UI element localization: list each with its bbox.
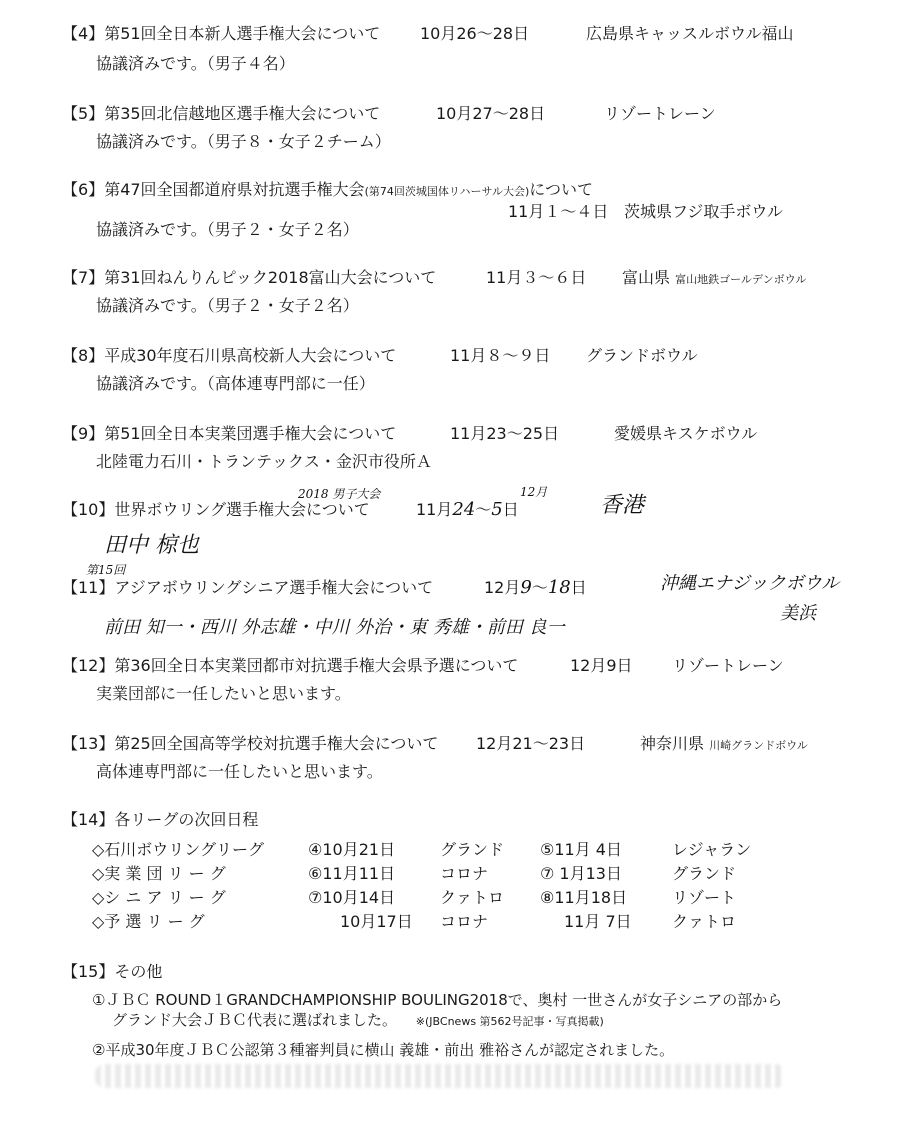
item-10-handwritten-venue: 香港 (600, 493, 645, 518)
item-12-note: 実業団部に一任したいと思います。 (96, 684, 351, 703)
handwritten-start-day: 24 (452, 499, 476, 520)
venue-name-small: 川崎グランドボウル (709, 739, 808, 752)
league-following-date: ⑧11月18日 (540, 888, 628, 907)
item-10-date (416, 500, 519, 520)
league-next-venue: コロナ (440, 864, 489, 883)
item-8-heading (62, 346, 396, 366)
league-following-date: ⑤11月 4日 (540, 840, 622, 859)
item-15-heading (62, 962, 162, 982)
item-9-note: 北陸電力石川・トランテックス・金沢市役所Ａ (96, 452, 432, 471)
handwritten-end-day: 18 (547, 577, 571, 598)
item-10-handwritten-event: 2018 男子大会 (298, 487, 381, 501)
item-12-date: 12月9日 (570, 656, 633, 675)
date-month: 11月 (416, 500, 453, 519)
item-6-note: 協議済みです。（男子２・女子２名） (96, 220, 359, 239)
item-11-heading (62, 578, 433, 598)
item-title-subtitle: (第74回茨城国体リハーサル大会) (364, 185, 530, 198)
item-number: 【5】 (62, 104, 105, 123)
league-next-venue: クァトロ (440, 888, 505, 907)
item-number: 【15】 (62, 962, 115, 981)
item-5-note: 協議済みです。（男子８・女子２チーム） (96, 132, 391, 151)
item-10-heading (62, 500, 370, 520)
league-following-venue: リゾート (672, 888, 737, 907)
item-5-venue: リゾートレーン (604, 104, 716, 123)
item-number: 【4】 (62, 24, 105, 43)
item-title: 第51回全日本実業団選手権大会について (104, 424, 397, 443)
item-4-date: 10月26～28日 (420, 24, 530, 43)
item-10-handwritten-player: 田中 椋也 (104, 533, 199, 558)
item-5-heading (62, 104, 380, 124)
date-separator: ～ (531, 578, 548, 597)
date-suffix: 日 (570, 578, 587, 597)
league-next-date: 10月17日 (340, 912, 413, 931)
item-14-heading (62, 810, 258, 830)
item-number: 【6】 (62, 180, 105, 199)
item-8-date: 11月８～９日 (450, 346, 551, 365)
item-number: 【12】 (62, 656, 115, 675)
league-following-venue: グランド (672, 864, 737, 883)
item-title: アジアボウリングシニア選手権大会について (114, 578, 434, 597)
league-following-date: 11月 7日 (564, 912, 632, 931)
item-8-venue: グランドボウル (586, 346, 698, 365)
league-following-venue: レジャラン (672, 840, 752, 859)
other-note-1-continued (112, 1010, 604, 1032)
date-month: 12月 (484, 578, 521, 597)
item-5-date: 10月27～28日 (436, 104, 546, 123)
handwritten-start-day: 9 (520, 577, 532, 598)
item-number: 【8】 (62, 346, 105, 365)
item-7-note: 協議済みです。（男子２・女子２名） (96, 296, 359, 315)
item-number: 【9】 (62, 424, 105, 443)
item-title: 各リーグの次回日程 (114, 810, 259, 829)
league-next-date: ⑥11月11日 (308, 864, 396, 883)
item-number: 【13】 (62, 734, 115, 753)
league-next-date: ⑦10月14日 (308, 888, 396, 907)
item-title: その他 (114, 962, 163, 981)
handwritten-end-day: 5 (491, 499, 503, 520)
item-13-heading (62, 734, 438, 754)
item-10-handwritten-month: 12月 (520, 485, 548, 499)
item-12-heading (62, 656, 518, 676)
item-title: 第47回全国都道府県対抗選手権大会 (104, 180, 365, 199)
item-7-date: 11月３～６日 (486, 268, 587, 287)
item-7-venue (622, 268, 806, 290)
item-title: 第35回北信越地区選手権大会について (104, 104, 381, 123)
item-9-venue: 愛媛県キスケボウル (614, 424, 758, 443)
item-11-handwritten-venue: 沖縄エナジックボウル (660, 573, 840, 594)
venue-prefecture: 富山県 (622, 268, 671, 287)
item-12-venue: リゾートレーン (672, 656, 784, 675)
item-13-date: 12月21～23日 (476, 734, 586, 753)
item-number: 【14】 (62, 810, 115, 829)
redacted-smudge (95, 1064, 785, 1088)
league-following-venue: クァトロ (672, 912, 737, 931)
league-next-venue: コロナ (440, 912, 489, 931)
league-next-date: ④10月21日 (308, 840, 396, 859)
league-name: ◇予 選 リ ー グ (92, 912, 205, 931)
item-title: 第25回全国高等学校対抗選手権大会について (114, 734, 439, 753)
venue-prefecture: 神奈川県 (640, 734, 705, 753)
item-11-handwritten-edition: 第15回 (86, 563, 126, 577)
item-title: 第36回全日本実業団都市対抗選手権大会県予選について (114, 656, 519, 675)
item-title: 平成30年度石川県高校新人大会について (104, 346, 397, 365)
item-9-date: 11月23～25日 (450, 424, 560, 443)
league-name: ◇シ ニ ア リ ー グ (92, 888, 226, 907)
item-4-venue: 広島県キャッスルボウル福山 (586, 24, 794, 43)
other-note-1-source: ※(JBCnews 第562号記事・写真掲載) (415, 1015, 604, 1028)
item-9-heading (62, 424, 396, 444)
other-note-1: ①ＪＢＣ ROUND１GRANDCHAMPIONSHIP BOULING2018で、奥村 一世さんが女子シニアの部から (92, 991, 783, 1009)
item-4-note: 協議済みです。（男子４名） (96, 54, 295, 73)
item-title: 世界ボウリング選手権大会について (114, 500, 370, 519)
item-number: 【11】 (62, 578, 115, 597)
league-name: ◇石川ボウリングリーグ (92, 840, 264, 859)
league-next-venue: グランド (440, 840, 505, 859)
item-11-handwritten-venue-area: 美浜 (780, 603, 816, 624)
item-4-heading (62, 24, 380, 44)
venue-name-small: 富山地鉄ゴールデンボウル (675, 273, 807, 286)
item-11-date (484, 578, 587, 598)
date-suffix: 日 (502, 500, 519, 519)
item-title: 第31回ねんりんピック2018富山大会について (104, 268, 437, 287)
item-13-note: 高体連専門部に一任したいと思います。 (96, 762, 383, 781)
item-6-date: 11月１～４日 (508, 202, 609, 221)
item-13-venue (640, 734, 808, 756)
item-6-heading (62, 180, 593, 202)
item-6-venue: 茨城県フジ取手ボウル (624, 202, 783, 221)
item-title-tail: について (529, 180, 593, 199)
item-8-note: 協議済みです。（高体連専門部に一任） (96, 374, 375, 393)
other-note-1-text: グランド大会ＪＢＣ代表に選ばれました。 (112, 1011, 398, 1029)
item-number: 【10】 (62, 500, 115, 519)
item-number: 【7】 (62, 268, 105, 287)
date-separator: ～ (475, 500, 492, 519)
other-note-2: ②平成30年度ＪＢＣ公認第３種審判員に横山 義雄・前出 雅裕さんが認定されました。 (92, 1041, 675, 1059)
league-following-date: ⑦ 1月13日 (540, 864, 622, 883)
item-11-handwritten-players: 前田 知一・西川 外志雄・中川 外治・東 秀雄・前田 良一 (104, 617, 565, 638)
league-name: ◇実 業 団 リ ー グ (92, 864, 226, 883)
item-7-heading (62, 268, 436, 288)
item-title: 第51回全日本新人選手権大会について (104, 24, 381, 43)
